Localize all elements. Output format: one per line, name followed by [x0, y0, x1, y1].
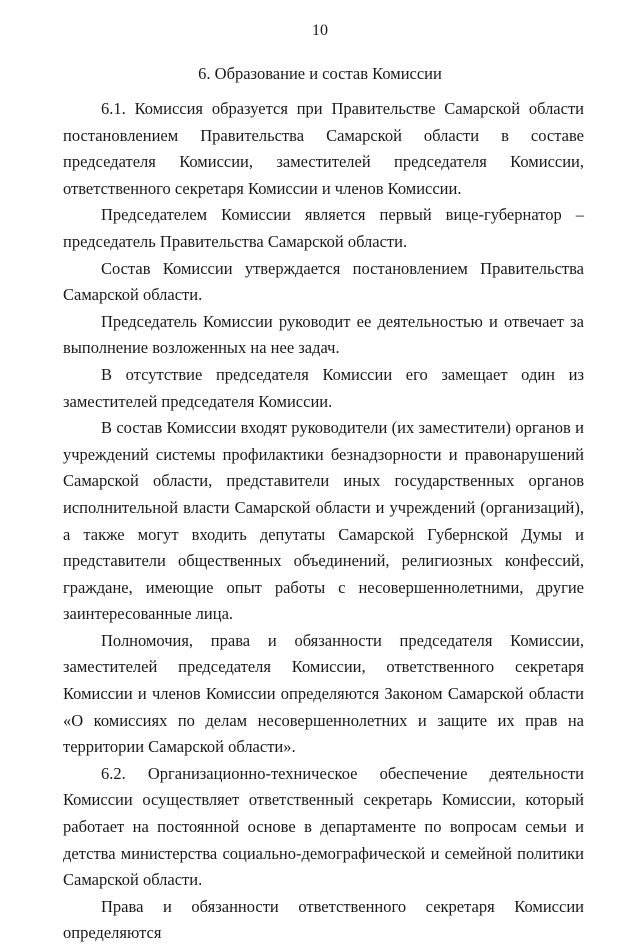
page-number: 10 — [312, 22, 328, 39]
paragraph-chairman: Председателем Комиссии является первый вице-губернатор – председатель Правительства Самарской области. — [63, 205, 584, 251]
paragraph-secretary-rights: Права и обязанности ответственного секретаря Комиссии определяются — [63, 896, 584, 943]
paragraph-6-2: 6.2. Организационно-техническое обеспечение деятельности Комиссии осуществляет ответственный секретарь Комиссии, который работает на постоянной основе в департаменте по вопросам семьи и детства министерства социально-демографической и семейной политики Самарской области. — [63, 763, 584, 890]
section-heading: 6. Образование и состав Комиссии — [198, 64, 442, 83]
paragraph-members: В состав Комиссии входят руководители (их заместители) органов и учреждений системы профилактики безнадзорности и правонарушений Самарской области, представители иных государственных органов исполнительной власти Самарской области и учреждений (организаций), а также могут входить депутаты Самарской Губернской Думы и представители общественных объединений, религиозных конфессий, граждане, имеющие опыт работы с несовершеннолетними, другие заинтересованные лица. — [63, 418, 584, 624]
paragraph-deputy-replacement: В отсутствие председателя Комиссии его замещает один из заместителей председателя Комиссии. — [63, 364, 584, 411]
paragraph-powers: Полномочия, права и обязанности председателя Комиссии, заместителей председателя Комиссии, ответственного секретаря Комиссии и членов Комиссии определяются Законом Самарской области «О комиссиях по делам несовершеннолетних и защите их прав на территории Самарской области». — [63, 630, 584, 757]
paragraph-6-1: 6.1. Комиссия образуется при Правительстве Самарской области постановлением Правительства Самарской области в составе председателя Комиссии, заместителей председателя Комиссии, ответственного секретаря Комиссии и членов Комиссии. — [63, 99, 584, 198]
paragraph-composition-approval: Состав Комиссии утверждается постановлением Правительства Самарской области. — [63, 258, 584, 305]
body-text — [63, 96, 584, 947]
paragraph-chairman-duties: Председатель Комиссии руководит ее деятельностью и отвечает за выполнение возложенных на нее задач. — [63, 311, 584, 358]
